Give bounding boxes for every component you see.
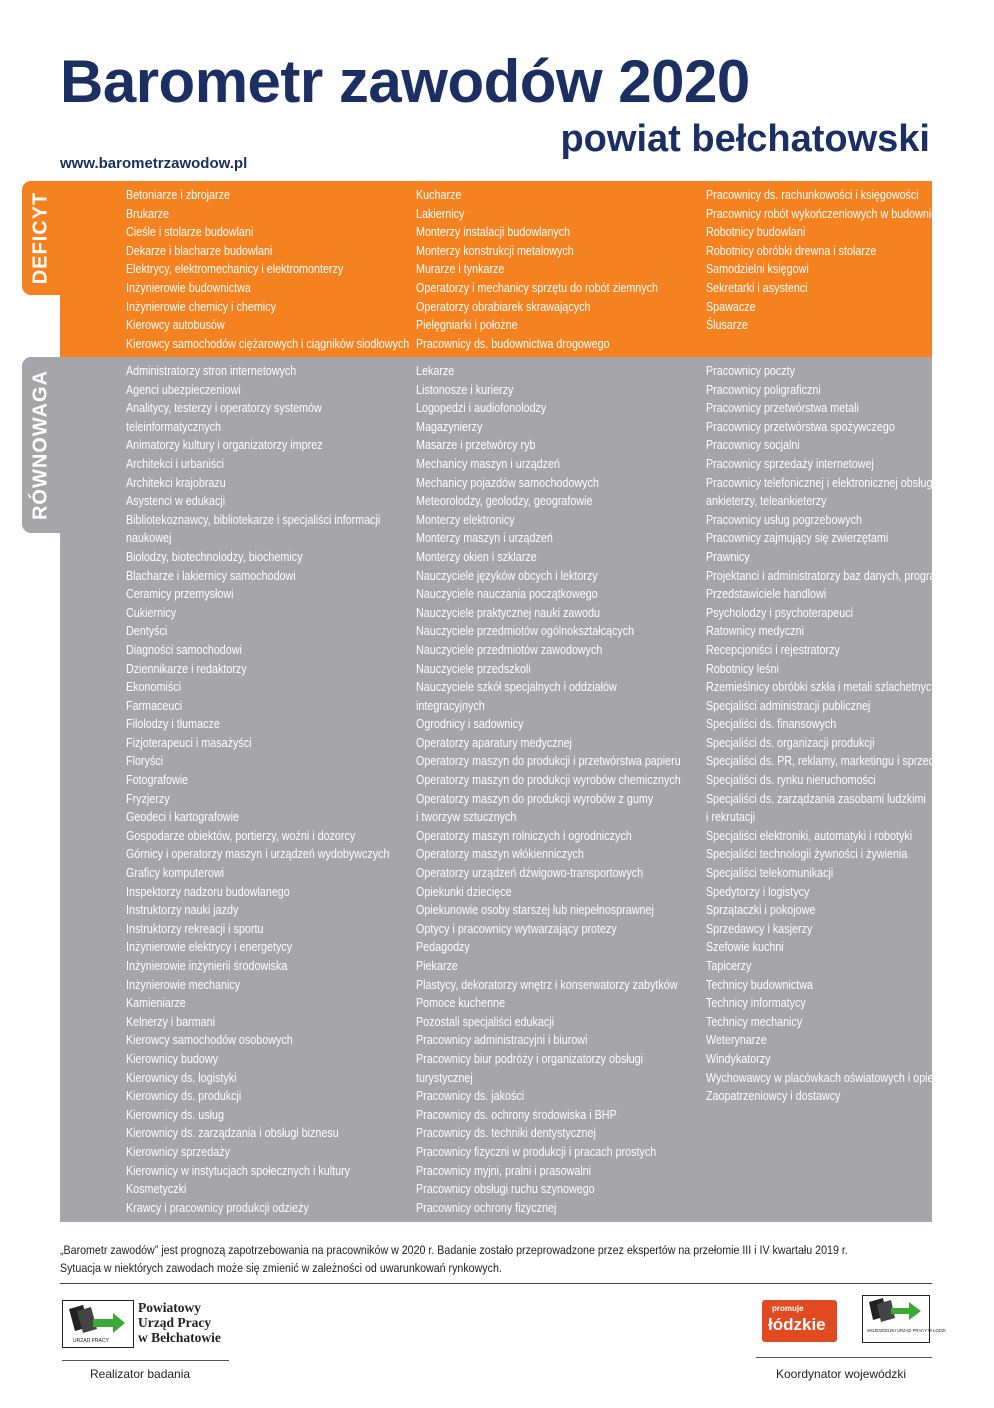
deficit-column-3 — [706, 186, 994, 335]
balance-label: RÓWNOWAGA — [29, 369, 52, 521]
occupation-item: Pracownicy administracyjni i biurowi — [416, 1033, 588, 1048]
page-title: Barometr zawodów 2020 — [60, 48, 750, 115]
occupation-item: Ślusarze — [706, 318, 748, 333]
occupation-item: Ekonomiści — [126, 680, 181, 695]
occupation-item: Architekci i urbaniści — [126, 456, 224, 471]
deficit-label: DEFICYT — [29, 191, 52, 285]
occupation-item: Pracownicy ds. jakości — [416, 1089, 525, 1104]
occupation-item: Technicy budownictwa — [706, 977, 813, 992]
occupation-item: Fizjoterapeuci i masażyści — [126, 735, 252, 750]
occupation-item: Fryzjerzy — [126, 791, 170, 806]
occupation-item: Górnicy i operatorzy maszyn i urządzeń wydobywczych — [126, 847, 390, 862]
occupation-item: Mechanicy maszyn i urządzeń — [416, 456, 560, 471]
occupation-item: Kierownicy sprzedaży — [126, 1144, 230, 1159]
occupation-item: Prawnicy — [706, 549, 750, 564]
occupation-item: Nauczyciele nauczania początkowego — [416, 587, 598, 602]
occupation-item: Operatorzy urządzeń dźwigowo-transportowych — [416, 866, 644, 881]
occupation-item: Asystenci w edukacji — [126, 494, 226, 509]
balance-column-1 — [126, 362, 414, 1217]
occupation-item: Specjaliści telekomunikacji — [706, 866, 834, 881]
occupation-item: Masarze i przetwórcy ryb — [416, 438, 536, 453]
balance-section — [60, 357, 979, 1222]
occupation-item: Zaopatrzeniowcy i dostawcy — [706, 1089, 841, 1104]
pup-name-line-1: Powiatowy — [138, 1300, 201, 1315]
occupation-item: Pracownicy obsługi ruchu szynowego — [416, 1182, 595, 1197]
occupation-item: Technicy mechanicy — [706, 1014, 803, 1029]
occupation-item: Spawacze — [706, 299, 756, 314]
occupation-item: Nauczyciele szkół specjalnych i oddziałów — [416, 680, 617, 695]
occupation-item: Logopedzi i audiofonolodzy — [416, 401, 547, 416]
occupation-item: Farmaceuci — [126, 698, 183, 713]
occupation-item: Monterzy konstrukcji metalowych — [416, 243, 574, 258]
caption-right-divider — [756, 1357, 932, 1358]
occupation-item: Sprzedawcy i kasjerzy — [706, 921, 813, 936]
occupation-item: Robotnicy obróbki drewna i stolarze — [706, 243, 877, 258]
occupation-item: Kosmetyczki — [126, 1182, 187, 1197]
occupation-item: Graficy komputerowi — [126, 866, 224, 881]
deficit-column-1 — [126, 186, 414, 353]
occupation-item: Specjaliści ds. rynku nieruchomości — [706, 773, 876, 788]
occupation-item: Ogrodnicy i sadownicy — [416, 717, 524, 732]
pup-name-line-3: w Bełchatowie — [138, 1330, 221, 1345]
occupation-item: Ratownicy medyczni — [706, 624, 804, 639]
occupation-item: Pracownicy socjalni — [706, 438, 800, 453]
occupation-item: Agenci ubezpieczeniowi — [126, 382, 241, 397]
occupation-item: Pracownicy myjni, pralni i prasowalni — [416, 1163, 592, 1178]
occupation-item: Gospodarze obiektów, portierzy, woźni i dozorcy — [126, 828, 356, 843]
footnote-line-2: Sytuacja w niektórych zawodach może się zmienić w zależności od uwarunkowań rynkowych. — [60, 1261, 502, 1275]
occupation-item: Kucharze — [416, 188, 462, 202]
occupation-item: turystycznej — [416, 1070, 473, 1085]
occupation-item: Rzemieślnicy obróbki szkła i metali szlachetnych — [706, 680, 938, 695]
occupation-item: Pracownicy telefonicznej i elektronicznej obsługi klienta, — [706, 475, 972, 490]
occupation-item: Administratorzy stron internetowych — [126, 364, 297, 378]
promuje-lodzkie-logo — [762, 1300, 837, 1342]
occupation-item: Geodeci i kartografowie — [126, 810, 239, 825]
occupation-item: Kierowcy samochodów ciężarowych i ciągników siodłowych — [126, 336, 410, 351]
occupation-item: Specjaliści ds. organizacji produkcji — [706, 735, 875, 750]
occupation-item: Specjaliści ds. zarządzania zasobami ludzkimi — [706, 791, 926, 806]
occupation-item: Cukiernicy — [126, 605, 177, 620]
occupation-item: Pomoce kuchenne — [416, 996, 506, 1011]
occupation-item: Operatorzy maszyn do produkcji wyrobów z gumy — [416, 791, 654, 806]
deficit-tab — [22, 181, 60, 295]
occupation-item: Pracownicy przetwórstwa spożywczego — [706, 419, 895, 434]
promuje-text: promuje — [772, 1304, 804, 1313]
occupation-item: Blacharze i lakiernicy samochodowi — [126, 568, 296, 583]
occupation-item: Sekretarki i asystenci — [706, 280, 808, 295]
occupation-item: Recepcjoniści i rejestratorzy — [706, 642, 840, 657]
wup-logo-graphic — [863, 1296, 946, 1341]
occupation-item: Operatorzy maszyn do produkcji wyrobów chemicznych — [416, 773, 681, 788]
occupation-item: Opiekunowie osoby starszej lub niepełnosprawnej — [416, 903, 654, 918]
occupation-item: Pracownicy ds. techniki dentystycznej — [416, 1126, 596, 1141]
occupation-item: Lakiernicy — [416, 206, 465, 221]
occupation-item: Pracownicy usług pogrzebowych — [706, 512, 862, 527]
occupation-item: Magazynierzy — [416, 419, 483, 434]
occupation-item: Monterzy maszyn i urządzeń — [416, 531, 553, 546]
occupation-item: Monterzy instalacji budowlanych — [416, 225, 571, 240]
occupation-item: Inżynierowie inżynierii środowiska — [126, 959, 288, 973]
occupation-item: Nauczyciele przedmiotów ogólnokształcących — [416, 624, 635, 639]
pup-name — [138, 1300, 221, 1345]
occupation-item: Kierownicy budowy — [126, 1051, 219, 1066]
occupation-item: Pracownicy sprzedaży internetowej — [706, 456, 874, 471]
caption-koordynator: Koordynator wojewódzki — [776, 1367, 907, 1381]
occupation-item: i rekrutacji — [706, 810, 755, 825]
occupation-item: Pracownicy ochrony fizycznej — [416, 1200, 557, 1215]
occupation-item: Instruktorzy rekreacji i sportu — [126, 921, 264, 936]
balance-column-2 — [416, 362, 704, 1217]
occupation-item: Meteorolodzy, geolodzy, geografowie — [416, 494, 593, 509]
occupation-item: Specjaliści administracji publicznej — [706, 698, 871, 713]
occupation-item: Animatorzy kultury i organizatorzy imprez — [126, 438, 323, 453]
pup-logo — [62, 1300, 134, 1348]
occupation-item: Spedytorzy i logistycy — [706, 884, 810, 899]
occupation-item: teleinformatycznych — [126, 419, 222, 434]
occupation-item: Diagności samochodowi — [126, 642, 242, 657]
occupation-item: Pracownicy poligraficzni — [706, 382, 821, 397]
website-link[interactable]: www.barometrzawodow.pl — [60, 155, 248, 172]
occupation-item: Operatorzy maszyn rolniczych i ogrodniczych — [416, 828, 632, 843]
occupation-item: Pracownicy fizyczni w produkcji i pracach prostych — [416, 1144, 657, 1159]
occupation-item: Windykatorzy — [706, 1051, 771, 1066]
occupation-item: Kelnerzy i barmani — [126, 1014, 216, 1029]
occupation-item: Specjaliści elektroniki, automatyki i robotyki — [706, 828, 913, 843]
occupation-item: Tapicerzy — [706, 959, 752, 973]
occupation-item: Szefowie kuchni — [706, 940, 784, 955]
occupation-item: Ceramicy przemysłowi — [126, 587, 234, 602]
occupation-item: Opiekunki dziecięce — [416, 884, 512, 899]
occupation-item: Mechanicy pojazdów samochodowych — [416, 475, 599, 490]
occupation-item: Inżynierowie mechanicy — [126, 977, 241, 992]
occupation-item: Specjaliści ds. finansowych — [706, 717, 837, 732]
deficit-section — [60, 181, 956, 357]
occupation-item: Operatorzy i mechanicy sprzętu do robót ziemnych — [416, 280, 658, 295]
caption-realizator: Realizator badania — [90, 1367, 191, 1381]
occupation-item: Instruktorzy nauki jazdy — [126, 903, 239, 918]
occupation-item: Operatorzy aparatury medycznej — [416, 735, 572, 750]
occupation-item: Betoniarze i zbrojarze — [126, 188, 230, 202]
occupation-item: Inżynierowie chemicy i chemicy — [126, 299, 276, 314]
occupation-item: Weterynarze — [706, 1033, 767, 1048]
lodzkie-text: łódzkie — [768, 1315, 826, 1334]
caption-left-divider — [62, 1360, 229, 1361]
occupation-item: Fotografowie — [126, 773, 189, 788]
occupation-item: Bibliotekoznawcy, bibliotekarze i specjaliści informacji — [126, 512, 381, 527]
occupation-item: Kierownicy ds. usług — [126, 1107, 224, 1122]
pup-logo-text: URZĄD PRACY — [73, 1338, 109, 1344]
occupation-item: Analitycy, testerzy i operatorzy systemów — [126, 401, 322, 416]
occupation-item: Pracownicy ds. rachunkowości i księgowości — [706, 188, 919, 202]
occupation-item: Listonosze i kurierzy — [416, 382, 514, 397]
occupation-item: Operatorzy obrabiarek skrawających — [416, 299, 591, 314]
occupation-item: Kierownicy w instytucjach społecznych i kultury — [126, 1163, 351, 1178]
occupation-item: Lekarze — [416, 364, 455, 378]
occupation-item: Sprzątaczki i pokojowe — [706, 903, 816, 918]
occupation-item: Przedstawiciele handlowi — [706, 587, 827, 602]
occupation-item: Dentyści — [126, 624, 168, 639]
balance-column-3 — [706, 362, 994, 1106]
occupation-item: i tworzyw sztucznych — [416, 810, 517, 825]
occupation-item: Filolodzy i tłumacze — [126, 717, 220, 732]
occupation-item: Inżynierowie budownictwa — [126, 280, 251, 295]
occupation-item: Kierownicy ds. produkcji — [126, 1089, 242, 1104]
occupation-item: Nauczyciele przedmiotów zawodowych — [416, 642, 603, 657]
occupation-item: Pracownicy zajmujący się zwierzętami — [706, 531, 889, 546]
wup-logo-text: WOJEWÓDZKI URZĄD PRACY W ŁODZI — [867, 1328, 946, 1333]
balance-tab — [22, 357, 60, 533]
footnote-line-1: „Barometr zawodów” jest prognozą zapotrzebowania na pracowników w 2020 r. Badanie zostało przeprowadzone przez ekspertów na przełomie III i IV kwartału 2019 r. — [60, 1243, 848, 1257]
occupation-item: Monterzy okien i szklarze — [416, 549, 537, 564]
occupation-item: Pracownicy poczty — [706, 364, 796, 378]
occupation-item: Krawcy i pracownicy produkcji odzieży — [126, 1200, 309, 1215]
occupation-item: Biolodzy, biotechnolodzy, biochemicy — [126, 549, 303, 564]
occupation-item: Dziennikarze i redaktorzy — [126, 661, 247, 676]
occupation-item: Specjaliści technologii żywności i żywienia — [706, 847, 908, 862]
occupation-item: Elektrycy, elektromechanicy i elektromonterzy — [126, 262, 344, 277]
occupation-item: integracyjnych — [416, 698, 485, 713]
occupation-item: Inspektorzy nadzoru budowlanego — [126, 884, 290, 899]
occupation-item: Technicy informatycy — [706, 996, 806, 1011]
occupation-item: Specjaliści ds. PR, reklamy, marketingu i sprzedaży — [706, 754, 952, 769]
occupation-item: Nauczyciele praktycznej nauki zawodu — [416, 605, 601, 620]
occupation-item: Wychowawcy w placówkach oświatowych i opiekuńczych — [706, 1070, 979, 1085]
wup-logo — [862, 1295, 946, 1343]
occupation-item: Pozostali specjaliści edukacji — [416, 1014, 555, 1029]
page-subtitle: powiat bełchatowski — [560, 118, 930, 160]
occupation-item: Kierowcy autobusów — [126, 318, 225, 333]
occupation-item: Plastycy, dekoratorzy wnętrz i konserwatorzy zabytków — [416, 977, 678, 992]
occupation-item: Piekarze — [416, 959, 458, 973]
occupation-item: Pielęgniarki i położne — [416, 318, 518, 333]
footer-divider — [60, 1283, 932, 1284]
occupation-item: ankieterzy, teleankieterzy — [706, 494, 827, 509]
occupation-item: Architekci krajobrazu — [126, 475, 226, 490]
occupation-item: Nauczyciele języków obcych i lektorzy — [416, 568, 598, 583]
occupation-item: Monterzy elektronicy — [416, 512, 515, 527]
occupation-item: Robotnicy budowlani — [706, 225, 806, 240]
occupation-item: Kierownicy ds. zarządzania i obsługi biznesu — [126, 1126, 339, 1141]
occupation-item: Kierownicy ds. logistyki — [126, 1070, 237, 1085]
occupation-item: Psycholodzy i psychoterapeuci — [706, 605, 854, 620]
occupation-item: Pracownicy ds. ochrony środowiska i BHP — [416, 1107, 617, 1122]
occupation-item: Pedagodzy — [416, 940, 470, 955]
occupation-item: Pracownicy przetwórstwa metali — [706, 401, 859, 416]
occupation-item: Robotnicy leśni — [706, 661, 779, 676]
occupation-item: Kierowcy samochodów osobowych — [126, 1033, 293, 1048]
occupation-item: Floryści — [126, 754, 164, 769]
pup-logo-graphic — [63, 1301, 132, 1346]
occupation-item: Optycy i pracownicy wytwarzający protezy — [416, 921, 617, 936]
occupation-item: Pracownicy robót wykończeniowych w budownictwie — [706, 206, 956, 221]
occupation-item: Nauczyciele przedszkoli — [416, 661, 531, 676]
occupation-item: Murarze i tynkarze — [416, 262, 505, 277]
occupation-item: Pracownicy biur podróży i organizatorzy obsługi — [416, 1051, 644, 1066]
occupation-item: Cieśle i stolarze budowlani — [126, 225, 254, 240]
occupation-item: Samodzielni księgowi — [706, 262, 809, 277]
occupation-item: Operatorzy maszyn włókienniczych — [416, 847, 584, 862]
occupation-item: Dekarze i blacharze budowlani — [126, 243, 273, 258]
occupation-item: Brukarze — [126, 206, 170, 221]
occupation-item: Operatorzy maszyn do produkcji i przetwórstwa papieru — [416, 754, 681, 769]
occupation-item: Inżynierowie elektrycy i energetycy — [126, 940, 293, 955]
occupation-item: naukowej — [126, 531, 172, 546]
deficit-column-2 — [416, 186, 704, 353]
occupation-item: Projektanci i administratorzy baz danych, programiści — [706, 568, 960, 583]
occupation-item: Pracownicy ds. budownictwa drogowego — [416, 336, 610, 351]
occupation-item: Kamieniarze — [126, 996, 186, 1011]
footnote — [60, 1241, 940, 1277]
pup-name-line-2: Urząd Pracy — [138, 1315, 212, 1330]
